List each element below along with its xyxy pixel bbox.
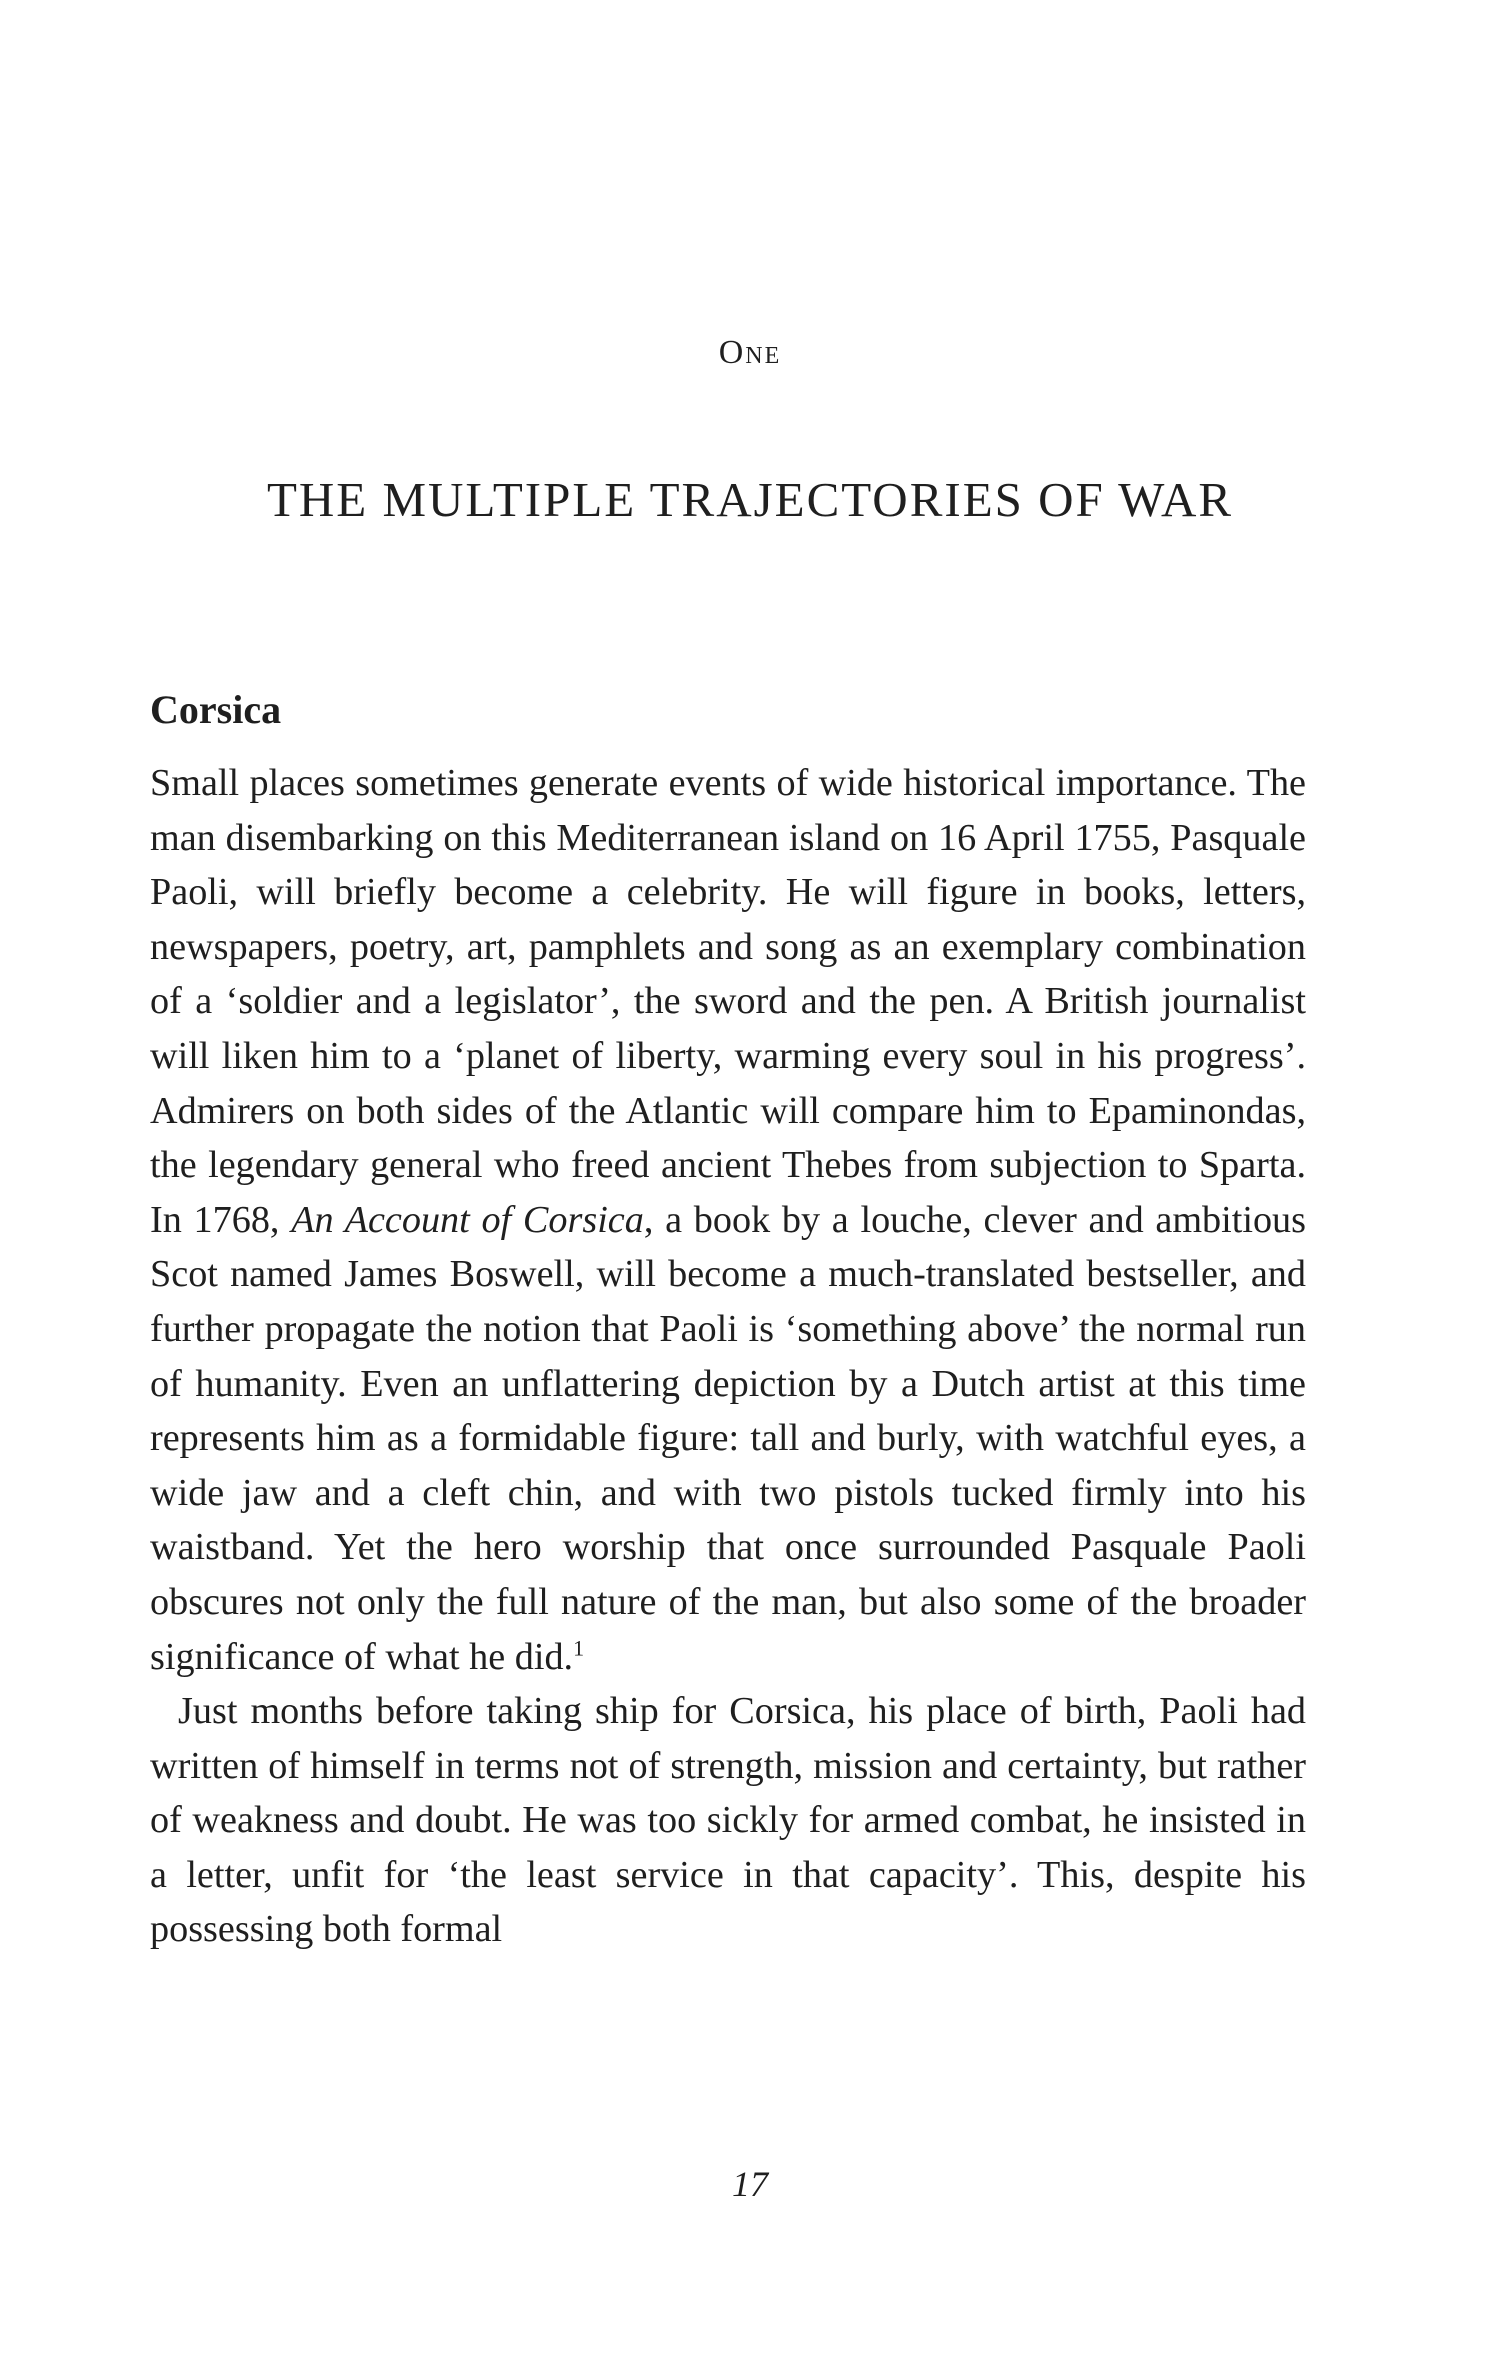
paragraph-1 (150, 756, 1306, 1684)
body-text (150, 756, 1306, 1957)
paragraph-1-text-a: Small places sometimes generate events of wide historical importance. The man disembarking on this Mediterranean island on 16 April 1755, Pasquale Paoli, will briefly become a celebrity. He will figure in books, letters, newspapers, poetry, art, pamphlets and song as an exemplary combination of a ‘soldier and a legislator’, the sword and the pen. A British journalist will liken him to a ‘planet of liberty, warming every soul in his progress’. Admirers on both sides of the Atlantic will compare him to Epaminondas, the legendary general who freed ancient Thebes from subjection to Sparta. In 1768, (150, 762, 1306, 1241)
paragraph-2: Just months before taking ship for Corsica, his place of birth, Paoli had written of himself in terms not of strength, mission and certainty, but rather of weakness and doubt. He was too sickly for armed combat, he insisted in a letter, unfit for ‘the least service in that capacity’. This, despite his possessing both formal (150, 1690, 1306, 1951)
chapter-title: THE MULTIPLE TRAJECTORIES OF WAR (266, 471, 1234, 527)
chapter-label: One (718, 334, 782, 371)
page-number: 17 (732, 2164, 768, 2204)
paragraph-1-text-b: , a book by a louche, clever and ambitious Scot named James Boswell, will become a much-translated bestseller, and further propagate the notion that Paoli is ‘something above’ the normal run of humanity. Even an unflattering depiction by a Dutch artist at this time represents him as a formidable figure: tall and burly, with watchful eyes, a wide jaw and a cleft chin, and with two pistols tucked firmly into his waistband. Yet the hero worship that once surrounded Pasquale Paoli obscures not only the full nature of the man, but also some of the broader significance of what he did. (150, 1198, 1307, 1678)
footnote-reference: 1 (573, 1634, 585, 1660)
section-heading: Corsica (150, 687, 282, 732)
book-title-italic: An Account of Corsica (291, 1198, 644, 1241)
